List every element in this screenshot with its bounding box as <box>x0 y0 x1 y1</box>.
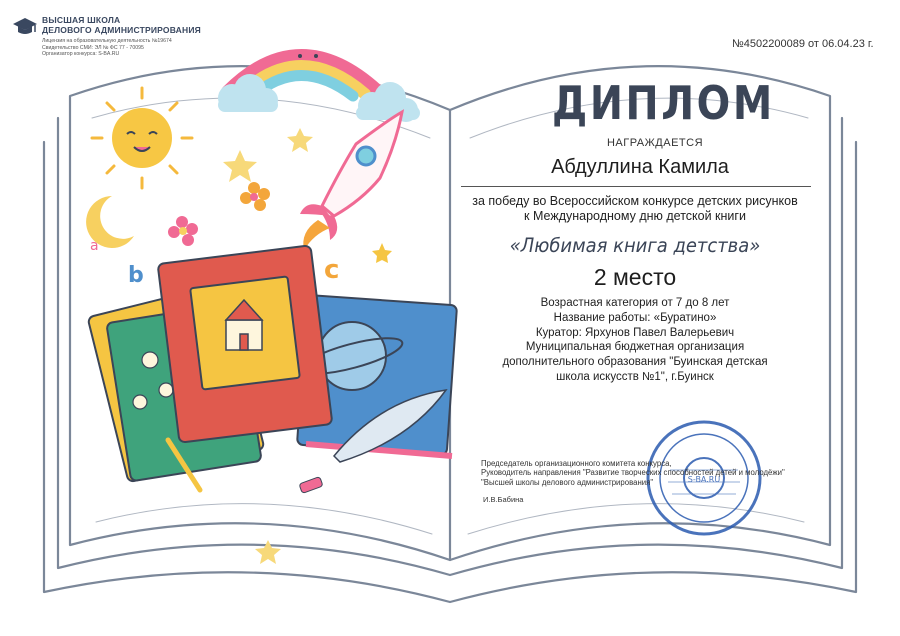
star-icon <box>255 540 281 564</box>
institution-line: Муниципальная бюджетная организация <box>525 341 745 354</box>
age-category: Возрастная категория от 7 до 8 лет <box>540 297 730 309</box>
letter-b-decoration: b <box>128 263 144 288</box>
signer-title-line: "Высшей школы делового администрирования" <box>481 477 654 487</box>
graduation-cap-icon <box>12 16 38 36</box>
organization-name-line1: ВЫСШАЯ ШКОЛА <box>42 15 121 25</box>
rainbow-eye-icon <box>314 54 318 58</box>
participant-details <box>440 296 830 385</box>
organization-header <box>12 16 201 58</box>
contest-name: «Любимая книга детства» <box>509 234 761 257</box>
award-reason <box>440 194 830 224</box>
license-text: Лицензия на образовательную деятельность №19674 <box>42 38 172 44</box>
recipient-underline <box>461 186 811 187</box>
place-awarded: 2 место <box>593 264 677 290</box>
diploma-title: ДИПЛОМ <box>552 76 775 130</box>
rainbow-eye-icon <box>298 54 302 58</box>
organization-name-line2: ДЕЛОВОГО АДМИНИСТРИРОВАНИЯ <box>42 24 201 35</box>
work-title: Название работы: «Буратино» <box>553 311 717 324</box>
signer-block <box>481 459 785 487</box>
document-number: №4502200089 от 06.04.23 г. <box>732 38 874 50</box>
signature-name: И.В.Бабина <box>483 495 524 504</box>
signer-title-line: Председатель организационного комитета конкурса, <box>481 459 672 468</box>
curator: Куратор: Ярхунов Павел Валерьевич <box>535 326 735 339</box>
institution-line: дополнительного образования "Буинская детская <box>502 356 768 369</box>
organizer-text: Организатор конкурса: S-BA.RU <box>42 51 120 58</box>
award-reason-line: к Международному дню детской книги <box>524 209 746 223</box>
letter-c-decoration: c <box>324 255 340 285</box>
svg-text:S-BA.RU: S-BA.RU <box>687 475 721 484</box>
award-reason-line: за победу во Всероссийском конкурсе детских рисунков <box>472 194 798 208</box>
awarded-label: НАГРАЖДАЕТСЯ <box>606 137 704 149</box>
recipient-name: Абдуллина Камила <box>551 156 729 178</box>
institution-line: школа искусств №1", г.Буинск <box>556 370 714 383</box>
letter-decoration: a <box>90 238 99 254</box>
media-certificate-text: Свидетельство СМИ: ЭЛ № ФС 77 - 70095 <box>42 44 144 51</box>
organization-info <box>42 38 201 58</box>
signer-title-line: Руководитель направления "Развитие творческих способностей детей и молодёжи" <box>481 468 785 478</box>
